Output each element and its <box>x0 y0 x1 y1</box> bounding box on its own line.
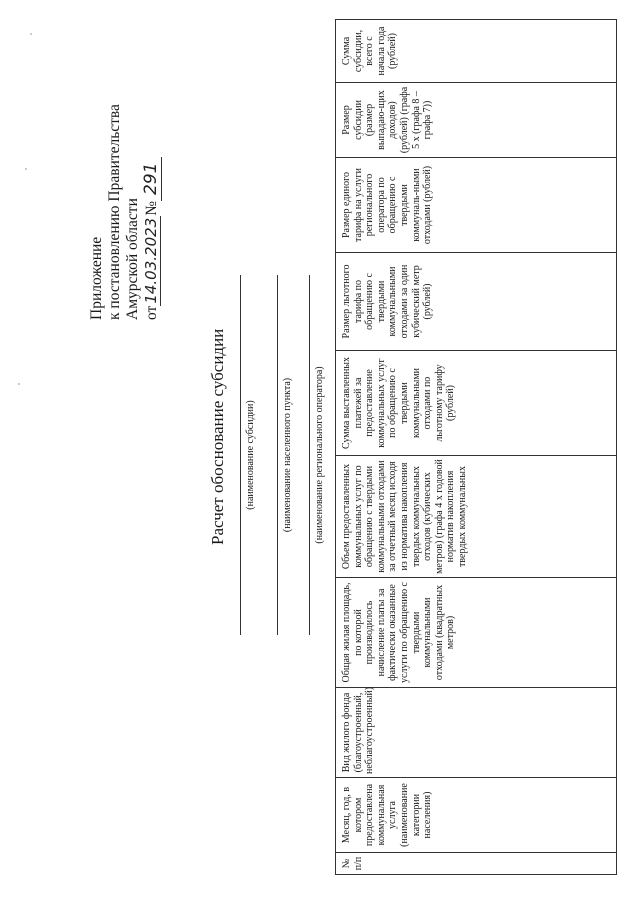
appendix-date-line <box>142 20 161 320</box>
col-subsidy-total: Сумма субсидии, всего с начала года (рублей) <box>336 20 617 83</box>
settlement-name-line <box>277 275 278 635</box>
subsidy-table <box>335 19 617 875</box>
table-header-row <box>336 20 617 875</box>
col-living-area: Общая жилая площадь, по которой производилось начисление платы за фактически оказанные услуги по обращению с твердыми коммунальными отходами (квадратных метров) <box>336 578 617 688</box>
appendix-region: Амурской области <box>124 198 141 320</box>
scan-speck <box>18 383 20 385</box>
operator-name-line <box>309 275 310 635</box>
col-billed-amount: Сумма выставленных платежей за предоставление коммунальных услуг по обращению с твердыми коммунальными отходами по льготному тарифу (рублей) <box>336 351 617 456</box>
col-subsidy-size: Размер субсидии (размер выпадаю-щих доходов) (рублей) (графа 5 x (графа 8 – графа 7)) <box>336 83 617 158</box>
col-number: № п/п <box>336 853 617 875</box>
number-label: № <box>143 200 160 216</box>
col-single-tariff: Размер единого тарифа на услуги регионального оператора по обращению с твердыми коммуналь-ными отходами (рублей) <box>336 158 617 253</box>
col-housing-type: Вид жилого фонда (благоустроенный, неблагоустроенный) <box>336 688 617 778</box>
operator-name-caption: (наименование регионального оператора) <box>314 366 325 544</box>
document-title: Расчет обоснование субсидии <box>208 328 227 545</box>
date-prefix: от <box>143 305 160 320</box>
appendix-decree: к постановлению Правительства <box>106 104 123 320</box>
handwritten-date: 14.03.2023 <box>142 217 160 304</box>
scan-speck <box>30 33 32 35</box>
scan-speck <box>25 168 27 170</box>
col-month-year: Месяц, год, в котором предоставлена коммунальная услуга (наименование категории населения) <box>336 778 617 853</box>
subsidy-name-caption: (наименование субсидии) <box>245 400 256 510</box>
appendix-title: Приложение <box>88 236 105 320</box>
col-preferential-tariff: Размер льготного тарифа по обращению с твердыми коммунальными отходами за один кубический метр (рублей) <box>336 253 617 351</box>
settlement-name-caption: (наименование населенного пункта) <box>282 377 293 533</box>
col-service-volume: Объем предоставленных коммунальных услуг по обращению с твердыми коммунальными отходами за отчетный месяц исходя из норматива накопления твердых коммунальных отходов (кубических метров) (графа 4 x годовой норматив накопления твердых коммунальных <box>336 456 617 578</box>
appendix-header <box>88 20 161 320</box>
subsidy-name-line <box>240 275 241 635</box>
handwritten-number: 291 <box>141 157 162 201</box>
